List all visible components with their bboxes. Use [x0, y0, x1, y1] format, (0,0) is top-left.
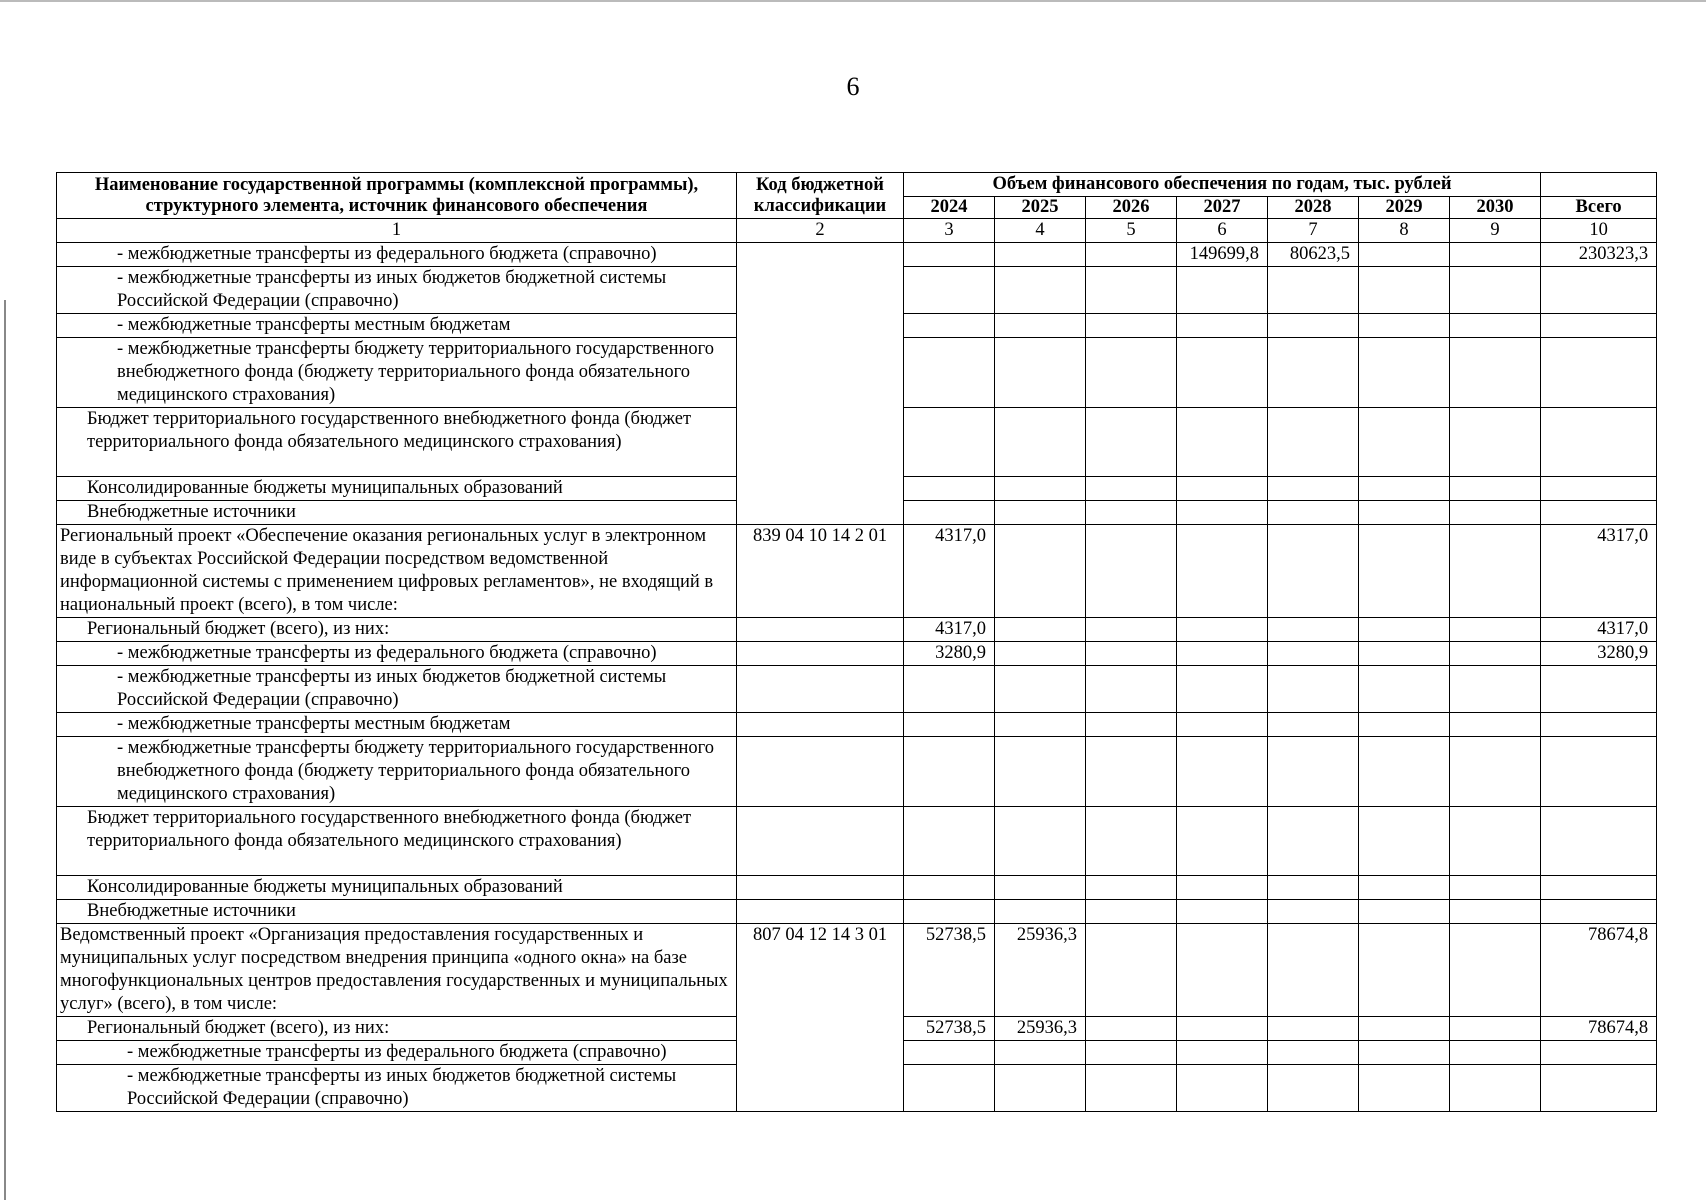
value-cell — [1268, 807, 1359, 876]
value-cell — [1268, 1065, 1359, 1112]
value-cell — [1359, 1041, 1450, 1065]
column-number: 2 — [737, 219, 904, 243]
value-cell — [904, 807, 995, 876]
row-name: - межбюджетные трансферты местным бюджетам — [57, 713, 737, 737]
header-name: Наименование государственной программы (комплексной программы), структурного элемента, источник финансового обеспечения — [57, 173, 737, 219]
value-cell — [1541, 267, 1657, 314]
header-year: 2027 — [1177, 197, 1268, 219]
row-name: - межбюджетные трансферты из федерального бюджета (справочно) — [57, 642, 737, 666]
row-name: - межбюджетные трансферты из иных бюджетов бюджетной системы Российской Федерации (справочно) — [57, 267, 737, 314]
value-cell — [1086, 525, 1177, 618]
value-cell — [1177, 642, 1268, 666]
header-year: 2026 — [1086, 197, 1177, 219]
column-number: 4 — [995, 219, 1086, 243]
value-cell — [1359, 900, 1450, 924]
value-cell — [1177, 408, 1268, 477]
value-cell — [1541, 1065, 1657, 1112]
value-cell — [1450, 243, 1541, 267]
value-cell — [1450, 666, 1541, 713]
row-code — [737, 666, 904, 713]
value-cell — [995, 642, 1086, 666]
value-cell — [904, 243, 995, 267]
column-number: 10 — [1541, 219, 1657, 243]
value-cell — [995, 713, 1086, 737]
row-name: Внебюджетные источники — [57, 900, 737, 924]
row-name: Ведомственный проект «Организация предоставления государственных и муниципальных услуг посредством внедрения принципа «одного окна» на базе многофункциональных центров предоставления государственных и муниципальных услуг» (всего), в том числе: — [57, 924, 737, 1017]
column-number: 3 — [904, 219, 995, 243]
value-cell — [1450, 1017, 1541, 1041]
value-cell — [1086, 876, 1177, 900]
value-cell — [1177, 900, 1268, 924]
value-cell — [995, 267, 1086, 314]
value-cell — [1359, 713, 1450, 737]
column-number: 6 — [1177, 219, 1268, 243]
value-cell — [904, 501, 995, 525]
value-cell — [1541, 713, 1657, 737]
value-cell — [904, 1065, 995, 1112]
value-cell: 4317,0 — [904, 618, 995, 642]
value-cell — [1541, 477, 1657, 501]
value-cell — [1086, 900, 1177, 924]
value-cell — [1450, 267, 1541, 314]
value-cell: 4317,0 — [904, 525, 995, 618]
value-cell — [1450, 900, 1541, 924]
value-cell — [1450, 618, 1541, 642]
value-cell — [1541, 737, 1657, 807]
value-cell — [1359, 314, 1450, 338]
value-cell — [1268, 525, 1359, 618]
value-cell — [1268, 876, 1359, 900]
header-year: 2030 — [1450, 197, 1541, 219]
value-cell — [904, 408, 995, 477]
value-cell — [1177, 876, 1268, 900]
value-cell: 149699,8 — [1177, 243, 1268, 267]
value-cell — [1359, 642, 1450, 666]
value-cell — [1086, 618, 1177, 642]
value-cell — [1086, 713, 1177, 737]
value-cell — [995, 525, 1086, 618]
value-cell — [995, 408, 1086, 477]
value-cell — [1268, 713, 1359, 737]
value-cell — [1268, 477, 1359, 501]
value-cell: 25936,3 — [995, 1017, 1086, 1041]
value-cell — [1450, 1041, 1541, 1065]
value-cell — [1541, 338, 1657, 408]
table-row — [57, 924, 1657, 1017]
value-cell — [1359, 501, 1450, 525]
row-name: Консолидированные бюджеты муниципальных образований — [57, 477, 737, 501]
value-cell — [1086, 807, 1177, 876]
table-row — [57, 666, 1657, 713]
value-cell — [1268, 267, 1359, 314]
value-cell — [1541, 1041, 1657, 1065]
value-cell — [1268, 924, 1359, 1017]
value-cell — [1450, 807, 1541, 876]
value-cell: 3280,9 — [904, 642, 995, 666]
value-cell: 4317,0 — [1541, 618, 1657, 642]
value-cell — [1086, 501, 1177, 525]
value-cell — [995, 737, 1086, 807]
value-cell — [1450, 501, 1541, 525]
value-cell — [1359, 807, 1450, 876]
row-code — [737, 713, 904, 737]
value-cell — [1359, 267, 1450, 314]
row-code — [737, 642, 904, 666]
row-name: - межбюджетные трансферты бюджету территориального государственного внебюджетного фонда (бюджету территориального фонда обязательного медицинского страхования) — [57, 737, 737, 807]
table-row — [57, 713, 1657, 737]
value-cell — [995, 900, 1086, 924]
value-cell — [1541, 314, 1657, 338]
value-cell — [995, 314, 1086, 338]
value-cell — [1450, 525, 1541, 618]
value-cell — [995, 338, 1086, 408]
column-number: 8 — [1359, 219, 1450, 243]
value-cell — [1177, 1065, 1268, 1112]
value-cell — [1359, 618, 1450, 642]
page-number: 6 — [846, 72, 860, 101]
table-row — [57, 807, 1657, 876]
header-total: Всего — [1541, 197, 1657, 219]
value-cell — [904, 1041, 995, 1065]
value-cell: 78674,8 — [1541, 924, 1657, 1017]
header-year: 2029 — [1359, 197, 1450, 219]
value-cell — [1268, 642, 1359, 666]
value-cell — [1177, 477, 1268, 501]
value-cell — [1268, 900, 1359, 924]
value-cell — [1450, 477, 1541, 501]
value-cell — [904, 477, 995, 501]
row-name: - межбюджетные трансферты из федерального бюджета (справочно) — [57, 243, 737, 267]
row-name: Бюджет территориального государственного внебюджетного фонда (бюджет территориального фонда обязательного медицинского страхования) — [57, 408, 737, 477]
value-cell — [904, 267, 995, 314]
value-cell — [1541, 501, 1657, 525]
value-cell — [1177, 1041, 1268, 1065]
column-number: 9 — [1450, 219, 1541, 243]
column-number-row — [57, 219, 1657, 243]
table-row — [57, 618, 1657, 642]
header-year: 2024 — [904, 197, 995, 219]
value-cell: 25936,3 — [995, 924, 1086, 1017]
value-cell — [1359, 876, 1450, 900]
row-name: Внебюджетные источники — [57, 501, 737, 525]
table-row — [57, 876, 1657, 900]
value-cell — [1086, 1017, 1177, 1041]
value-cell — [1177, 267, 1268, 314]
value-cell — [1086, 477, 1177, 501]
row-code — [737, 737, 904, 807]
value-cell — [1450, 642, 1541, 666]
value-cell — [1177, 807, 1268, 876]
value-cell — [995, 243, 1086, 267]
row-code: 839 04 10 14 2 01 — [737, 525, 904, 618]
column-number: 5 — [1086, 219, 1177, 243]
value-cell — [1450, 1065, 1541, 1112]
value-cell — [904, 314, 995, 338]
value-cell — [1541, 900, 1657, 924]
value-cell: 4317,0 — [1541, 525, 1657, 618]
value-cell — [1541, 408, 1657, 477]
row-name: Консолидированные бюджеты муниципальных образований — [57, 876, 737, 900]
value-cell — [1177, 501, 1268, 525]
value-cell — [1450, 314, 1541, 338]
value-cell — [1177, 525, 1268, 618]
value-cell — [1086, 338, 1177, 408]
value-cell — [1268, 314, 1359, 338]
column-number: 1 — [57, 219, 737, 243]
table-row — [57, 525, 1657, 618]
header-total-blank — [1541, 173, 1657, 197]
value-cell — [1359, 737, 1450, 807]
value-cell — [1086, 314, 1177, 338]
row-name: Региональный бюджет (всего), из них: — [57, 1017, 737, 1041]
value-cell: 3280,9 — [1541, 642, 1657, 666]
value-cell — [904, 666, 995, 713]
page-top-edge — [0, 0, 1706, 2]
value-cell — [1268, 666, 1359, 713]
value-cell — [1086, 243, 1177, 267]
value-cell — [904, 737, 995, 807]
value-cell — [1177, 666, 1268, 713]
value-cell — [1359, 477, 1450, 501]
value-cell — [1268, 338, 1359, 408]
value-cell — [1359, 1065, 1450, 1112]
table-row — [57, 243, 1657, 267]
value-cell — [1086, 1065, 1177, 1112]
value-cell — [1086, 666, 1177, 713]
value-cell — [1086, 1041, 1177, 1065]
value-cell — [1086, 408, 1177, 477]
value-cell — [1359, 1017, 1450, 1041]
header-year: 2028 — [1268, 197, 1359, 219]
row-name: - межбюджетные трансферты из иных бюджетов бюджетной системы Российской Федерации (справочно) — [57, 666, 737, 713]
row-code: 807 04 12 14 3 01 — [737, 924, 904, 1112]
value-cell — [1268, 737, 1359, 807]
header-year: 2025 — [995, 197, 1086, 219]
row-code — [737, 807, 904, 876]
value-cell — [1086, 267, 1177, 314]
value-cell — [995, 1041, 1086, 1065]
value-cell — [995, 477, 1086, 501]
value-cell — [1268, 1041, 1359, 1065]
value-cell — [1177, 314, 1268, 338]
value-cell — [904, 338, 995, 408]
value-cell: 52738,5 — [904, 924, 995, 1017]
value-cell — [995, 807, 1086, 876]
row-name: Региональный бюджет (всего), из них: — [57, 618, 737, 642]
value-cell — [1359, 924, 1450, 1017]
value-cell — [1177, 618, 1268, 642]
value-cell — [904, 713, 995, 737]
row-code — [737, 876, 904, 900]
value-cell — [1268, 408, 1359, 477]
value-cell — [1177, 1017, 1268, 1041]
value-cell — [1086, 924, 1177, 1017]
value-cell: 78674,8 — [1541, 1017, 1657, 1041]
value-cell — [995, 618, 1086, 642]
value-cell: 80623,5 — [1268, 243, 1359, 267]
page-left-edge — [4, 300, 6, 1200]
table-row — [57, 900, 1657, 924]
value-cell — [1177, 338, 1268, 408]
financing-table — [56, 172, 1657, 1112]
row-name: - межбюджетные трансферты из федерального бюджета (справочно) — [57, 1041, 737, 1065]
table-row — [57, 737, 1657, 807]
value-cell — [1450, 338, 1541, 408]
value-cell — [995, 1065, 1086, 1112]
row-code — [737, 243, 904, 525]
value-cell — [904, 876, 995, 900]
header-volume: Объем финансового обеспечения по годам, тыс. рублей — [904, 173, 1541, 197]
value-cell — [995, 501, 1086, 525]
row-name: Региональный проект «Обеспечение оказания региональных услуг в электронном виде в субъектах Российской Федерации посредством ведомственной информационной системы с применением цифровых регламентов», не входящий в национальный проект (всего), в том числе: — [57, 525, 737, 618]
value-cell — [1541, 876, 1657, 900]
value-cell — [1450, 737, 1541, 807]
value-cell — [1177, 713, 1268, 737]
value-cell — [1359, 525, 1450, 618]
value-cell — [1359, 338, 1450, 408]
header-code: Код бюджетной классификации — [737, 173, 904, 219]
value-cell — [1177, 737, 1268, 807]
value-cell: 230323,3 — [1541, 243, 1657, 267]
value-cell: 52738,5 — [904, 1017, 995, 1041]
row-name: - межбюджетные трансферты бюджету территориального государственного внебюджетного фонда (бюджету территориального фонда обязательного медицинского страхования) — [57, 338, 737, 408]
value-cell — [1450, 876, 1541, 900]
row-name: - межбюджетные трансферты местным бюджетам — [57, 314, 737, 338]
value-cell — [1268, 1017, 1359, 1041]
value-cell — [1541, 807, 1657, 876]
value-cell — [1450, 408, 1541, 477]
value-cell — [1450, 713, 1541, 737]
value-cell — [1450, 924, 1541, 1017]
row-name: Бюджет территориального государственного внебюджетного фонда (бюджет территориального фонда обязательного медицинского страхования) — [57, 807, 737, 876]
value-cell — [995, 666, 1086, 713]
value-cell — [1359, 243, 1450, 267]
value-cell — [995, 876, 1086, 900]
row-code — [737, 618, 904, 642]
value-cell — [1541, 666, 1657, 713]
value-cell — [1268, 618, 1359, 642]
value-cell — [1268, 501, 1359, 525]
value-cell — [1359, 666, 1450, 713]
row-name: - межбюджетные трансферты из иных бюджетов бюджетной системы Российской Федерации (справочно) — [57, 1065, 737, 1112]
value-cell — [1086, 737, 1177, 807]
value-cell — [904, 900, 995, 924]
column-number: 7 — [1268, 219, 1359, 243]
row-code — [737, 900, 904, 924]
value-cell — [1359, 408, 1450, 477]
value-cell — [1177, 924, 1268, 1017]
table-row — [57, 642, 1657, 666]
value-cell — [1086, 642, 1177, 666]
